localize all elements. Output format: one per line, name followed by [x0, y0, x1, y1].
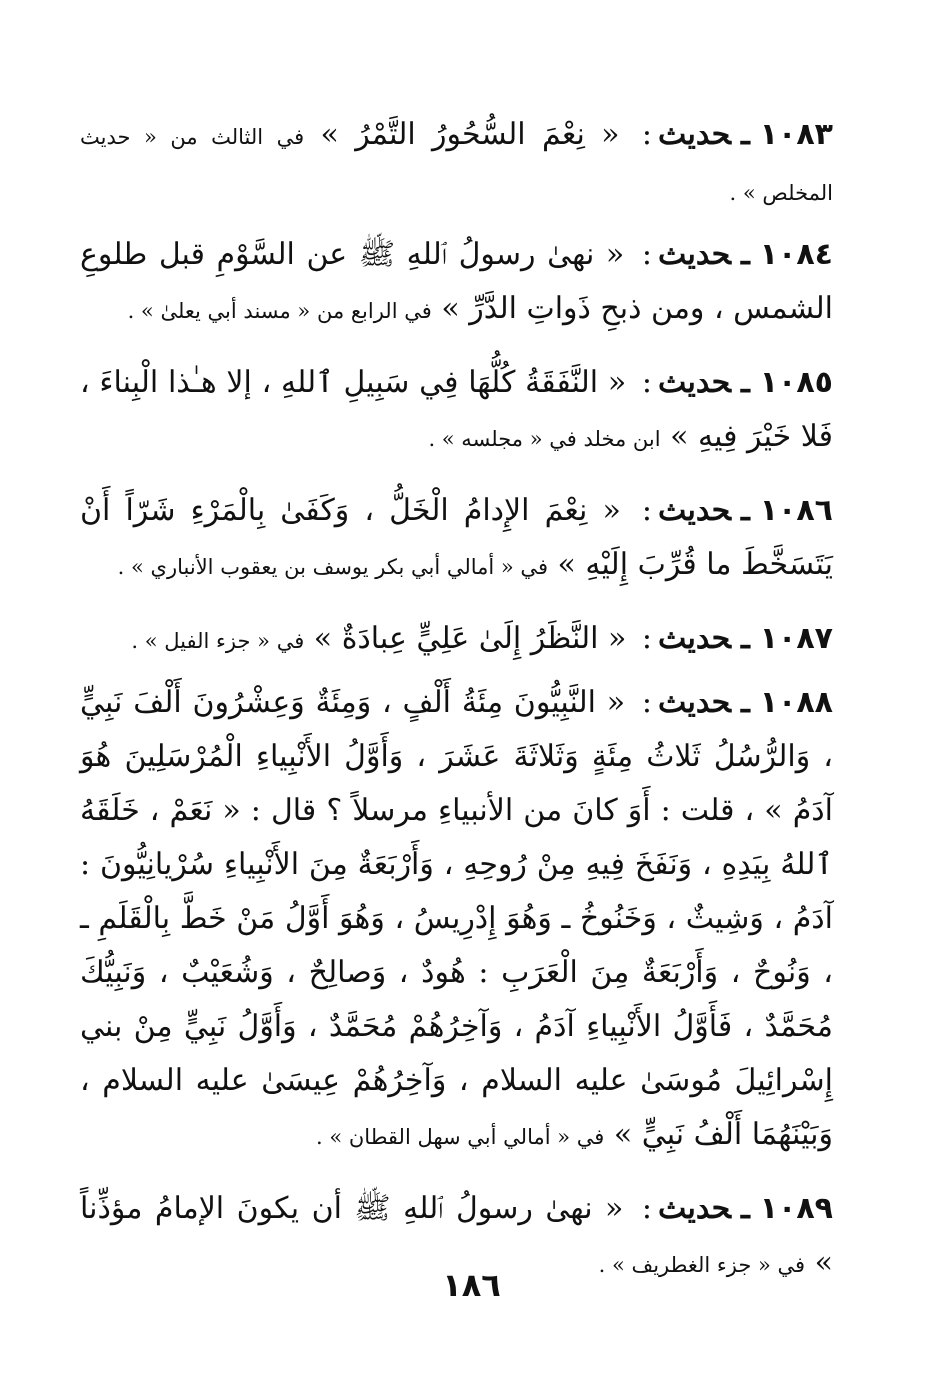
hadith-text: « النَّفَقَةُ كُلُّهَا فِي سَبِيلِ ٱللهِ ، إلا هـٰذا الْبِناءَ ، فَلا خَيْرَ فِيهِ » — [80, 365, 833, 454]
hadith-entry-1088: ١٠٨٨ـحديث: « النَّبِيُّونَ مِئَةُ أَلْفٍ ، وَمِئَةٌ وَعِشْرُونَ أَلْفَ نَبِيٍّ ، وَالرُّسُلُ ثَلاثُ مِئَةٍ وَثَلاثَةَ عَشَرَ ، وَأَوَّلُ الأَنْبِياءِ الْمُرْسَلِينَ هُوَ آدَمُ » ، قلت : أَوَ كانَ من الأنبياءِ مرسلاً ؟ قال : « نَعَمْ ، خَلَقَهُ ٱللهُ بِيَدِهِ ، وَنَفَخَ فِيهِ مِنْ رُوحِهِ ، وَأَرْبَعَةٌ مِنَ الأَنْبِياءِ سُرْيانِيُّونَ : آدَمُ ، وَشِيثٌ ، وَخَنُوخُ ـ وَهُوَ إِدْرِيسُ ، وَهُوَ أَوَّلُ مَنْ خَطَّ بِالْقَلَمِ ـ ، وَنُوحٌ ، وَأَرْبَعَةٌ مِنَ الْعَرَبِ : هُودٌ ، وَصالِحٌ ، وَشُعَيْبٌ ، وَنَبِيُّكَ مُحَمَّدٌ ، فَأَوَّلُ الأَنْبِياءِ آدَمُ ، وَآخِرُهُمْ مُحَمَّدٌ ، وَأَوَّلُ نَبِيٍّ مِنْ بني إِسْرائِيلَ مُوسَىٰ عليه السلام ، وَآخِرُهُمْ عِيسَىٰ عليه السلام ، وَبَيْنَهُمَا أَلْفُ نَبِيٍّ » في « أمالي أبي سهل القطان » . — [80, 676, 833, 1164]
entry-number: ١٠٨٧ — [759, 621, 833, 656]
hadith-entry-1083: ١٠٨٣ـحديث: « نِعْمَ السُّحُورُ التَّمْرُ » في الثالث من « حديث المخلص » . — [80, 108, 833, 220]
entry-number: ١٠٨٤ — [759, 237, 833, 272]
entry-number: ١٠٨٥ — [759, 365, 833, 400]
entry-label: حديث — [658, 1191, 731, 1226]
hadith-source: في الرابع من « مسند أبي يعلىٰ » . — [127, 299, 432, 323]
hadith-source: في « جزء الفيل » . — [131, 629, 305, 653]
entry-number: ١٠٨٩ — [759, 1191, 833, 1226]
entry-label: حديث — [658, 685, 731, 720]
hadith-entry-1087: ١٠٨٧ـحديث: « النَّظَرُ إِلَىٰ عَلِيٍّ عِبادَةٌ » في « جزء الفيل » . — [80, 612, 833, 668]
hadith-text: « نهىٰ رسولُ ٱللهِ ﷺ أن يكونَ الإمامُ مؤذِّناً » — [80, 1191, 833, 1280]
entry-label: حديث — [658, 621, 731, 656]
hadith-entry-1086: ١٠٨٦ـحديث: « نِعْمَ الإِدامُ الْخَلُّ ، وَكَفَىٰ بِالْمَرْءِ شَرّاً أَنْ يَتَسَخَّطَ ما قُرِّبَ إِلَيْهِ » في « أمالي أبي بكر يوسف بن يعقوب الأنباري » . — [80, 484, 833, 594]
entry-label: حديث — [658, 493, 731, 528]
hadith-text: « نهىٰ رسولُ ٱللهِ ﷺ عن السَّوْمِ قبل طلوعِ الشمس ، ومن ذبحِ ذَواتِ الدَّرِّ » — [80, 237, 833, 326]
hadith-source: في « أمالي أبي بكر يوسف بن يعقوب الأنباري » . — [117, 555, 548, 579]
hadith-source: ابن مخلد في « مجلسه » . — [428, 427, 661, 451]
hadith-text: « نِعْمَ الإِدامُ الْخَلُّ ، وَكَفَىٰ بِالْمَرْءِ شَرّاً أَنْ يَتَسَخَّطَ ما قُرِّبَ إِلَيْهِ » — [80, 493, 833, 582]
hadith-text: « نِعْمَ السُّحُورُ التَّمْرُ » — [320, 117, 620, 152]
entry-label: حديث — [658, 365, 731, 400]
hadith-text: « النَّظَرُ إِلَىٰ عَلِيٍّ عِبادَةٌ » — [313, 621, 627, 656]
entry-number: ١٠٨٣ — [759, 117, 833, 152]
entry-label: حديث — [658, 237, 731, 272]
hadith-entry-1084: ١٠٨٤ـحديث: « نهىٰ رسولُ ٱللهِ ﷺ عن السَّوْمِ قبل طلوعِ الشمس ، ومن ذبحِ ذَواتِ الدَّرِّ » في الرابع من « مسند أبي يعلىٰ » . — [80, 228, 833, 338]
hadith-source: في الثالث من « حديث المخلص » . — [80, 125, 833, 205]
entry-label: حديث — [658, 117, 731, 152]
hadith-entry-1089: ١٠٨٩ـحديث: « نهىٰ رسولُ ٱللهِ ﷺ أن يكونَ الإمامُ مؤذِّناً » في « جزء الغطريف » . — [80, 1182, 833, 1292]
entry-number: ١٠٨٦ — [759, 493, 833, 528]
hadith-entry-1085: ١٠٨٥ـحديث: « النَّفَقَةُ كُلُّهَا فِي سَبِيلِ ٱللهِ ، إلا هـٰذا الْبِناءَ ، فَلا خَيْرَ فِيهِ » ابن مخلد في « مجلسه » . — [80, 356, 833, 466]
hadith-text: « النَّبِيُّونَ مِئَةُ أَلْفٍ ، وَمِئَةٌ وَعِشْرُونَ أَلْفَ نَبِيٍّ ، وَالرُّسُلُ ثَلاثُ مِئَةٍ وَثَلاثَةَ عَشَرَ ، وَأَوَّلُ الأَنْبِياءِ الْمُرْسَلِينَ هُوَ آدَمُ » ، قلت : أَوَ كانَ من الأنبياءِ مرسلاً ؟ قال : « نَعَمْ ، خَلَقَهُ ٱللهُ بِيَدِهِ ، وَنَفَخَ فِيهِ مِنْ رُوحِهِ ، وَأَرْبَعَةٌ مِنَ الأَنْبِياءِ سُرْيانِيُّونَ : آدَمُ ، وَشِيثٌ ، وَخَنُوخُ ـ وَهُوَ إِدْرِيسُ ، وَهُوَ أَوَّلُ مَنْ خَطَّ بِالْقَلَمِ ـ ، وَنُوحٌ ، وَأَرْبَعَةٌ مِنَ الْعَرَبِ : هُودٌ ، وَصالِحٌ ، وَشُعَيْبٌ ، وَنَبِيُّكَ مُحَمَّدٌ ، فَأَوَّلُ الأَنْبِياءِ آدَمُ ، وَآخِرُهُمْ مُحَمَّدٌ ، وَأَوَّلُ نَبِيٍّ مِنْ بني إِسْرائِيلَ مُوسَىٰ عليه السلام ، وَآخِرُهُمْ عِيسَىٰ عليه السلام ، وَبَيْنَهُمَا أَلْفُ نَبِيٍّ » — [80, 685, 833, 1152]
hadith-source: في « جزء الغطريف » . — [598, 1253, 806, 1277]
entry-number: ١٠٨٨ — [759, 685, 833, 720]
hadith-source: في « أمالي أبي سهل القطان » . — [316, 1125, 605, 1149]
page-number: ١٨٦ — [442, 1266, 501, 1304]
